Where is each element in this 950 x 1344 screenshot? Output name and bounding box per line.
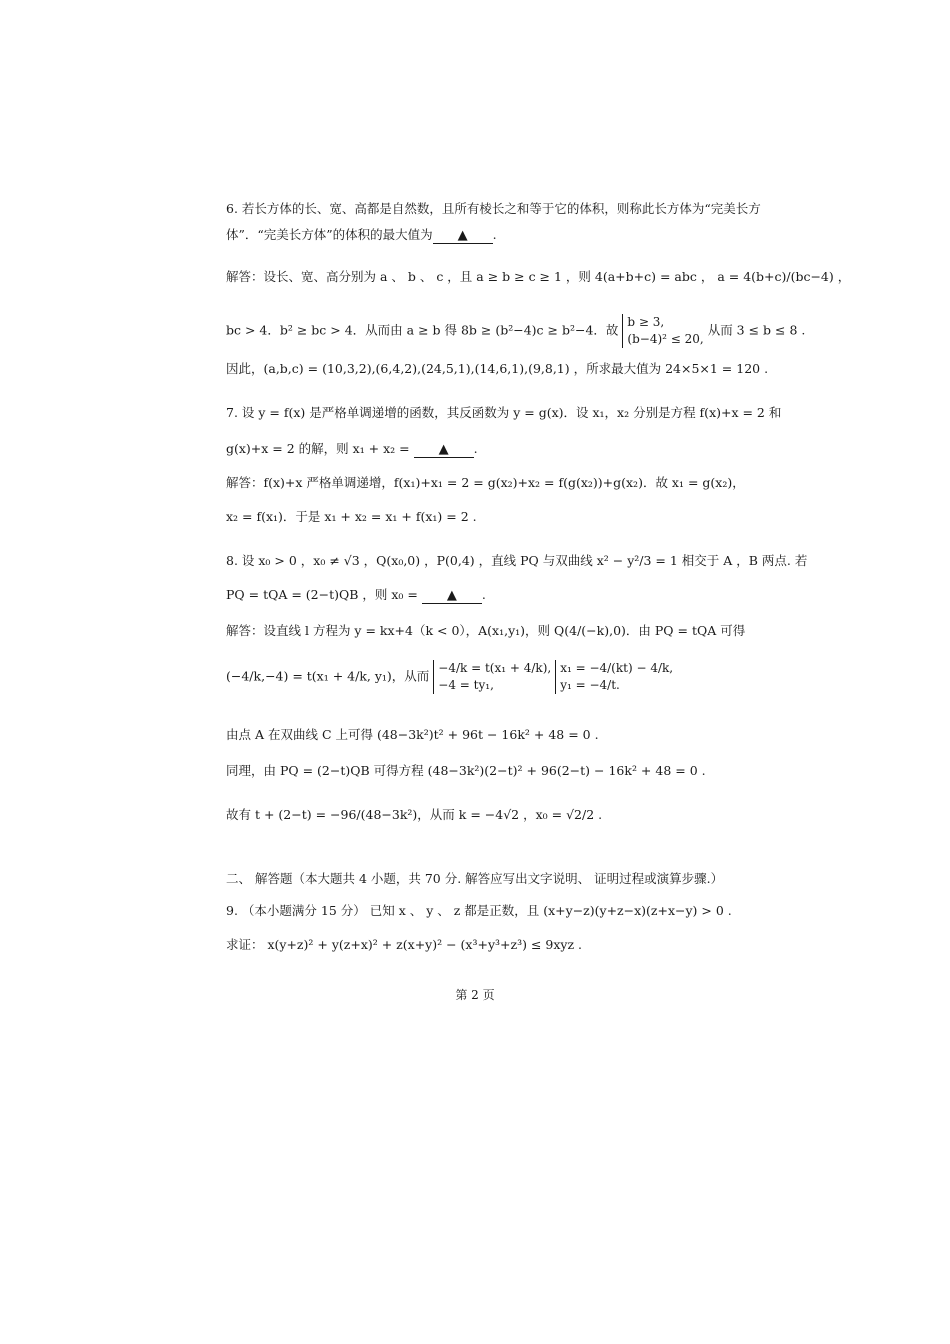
q8-system-left-row-1: −4/k = t(x₁ + 4/k), [438,661,552,675]
q6-solution-line-3: 因此，(a,b,c) = (10,3,2),(6,4,2),(24,5,1),(14,6,1),(9,8,1) ，所求最大值为 24×5×1 = 120 . [226,361,769,376]
q8-system-right-row-2: y₁ = −4/t. [560,678,620,692]
q6-answer-blank: ▲ [433,229,493,244]
q6-stem-line-2 [226,226,726,244]
q6-system-row-1: b ≥ 3, [627,315,665,329]
q9-stem-line-2: 求证： x(y+z)² + y(z+x)² + z(x+y)² − (x³+y³+z³) ≤ 9xyz . [226,937,582,952]
q7-solution-line-1: 解答：f(x)+x 严格单调递增，f(x₁)+x₁ = 2 = g(x₂)+x₂ = f(g(x₂))+g(x₂)．故 x₁ = g(x₂)， [226,475,745,490]
q7-stem-end: . [473,441,478,456]
q8-solution-line-5: 故有 t + (2−t) = −96/(48−3k²)，从而 k = −4√2 ，x₀ = √2/2 . [226,807,603,822]
q6-stem-text: 体”．“完美长方体”的体积的最大值为 [226,227,433,242]
q8-solution-line-1: 解答：设直线 l 方程为 y = kx+4（k < 0），A(x₁,y₁)，则 Q(4/(−k),0)．由 PQ = tQA 可得 [226,623,746,638]
q8-stem-text: PQ = tQA = (2−t)QB ，则 x₀ = [226,587,418,602]
q6-system-row-2: (b−4)² ≤ 20, [627,332,704,346]
page-number: 第 2 页 [455,988,495,1002]
q7-stem-text: g(x)+x = 2 的解，则 x₁ + x₂ = [226,441,410,456]
q7-answer-blank: ▲ [414,443,474,458]
q8-solution-line-2 [226,660,726,694]
q7-solution-line-2: x₂ = f(x₁)．于是 x₁ + x₂ = x₁ + f(x₁) = 2 . [226,509,477,524]
q6-solution-conclusion: 从而 3 ≤ b ≤ 8 . [707,322,806,338]
q8-solution-line-4: 同理，由 PQ = (2−t)QB 可得方程 (48−3k²)(2−t)² + 96(2−t) − 16k² + 48 = 0 . [226,763,706,778]
q6-solution-line-2 [226,314,806,348]
q8-answer-blank: ▲ [422,589,482,604]
q6-solution-line-1: 解答：设长、宽、高分别为 a 、 b 、 c ，且 a ≥ b ≥ c ≥ 1 ，则 4(a+b+c) = abc ， a = 4(b+c)/(bc−4) ， [226,269,851,284]
q8-system-left [433,660,551,694]
q6-inequality-system [622,314,703,348]
q6-solution-text: bc > 4．b² ≥ bc > 4．从而由 a ≥ b 得 8b ≥ (b²−4)c ≥ b²−4．故 [226,322,619,338]
q8-system-left-row-2: −4 = ty₁, [438,678,494,692]
q8-stem-end: . [481,587,486,602]
q8-stem-line-1: 8. 设 x₀ > 0 ，x₀ ≠ √3 ，Q(x₀,0) ，P(0,4) ，直线 PQ 与双曲线 x² − y²/3 = 1 相交于 A ，B 两点. 若 [226,553,808,568]
q9-stem-line-1: 9. （本小题满分 15 分） 已知 x 、 y 、 z 都是正数，且 (x+y−z)(y+z−x)(z+x−y) > 0 . [226,903,732,918]
q7-stem-line-2 [226,440,726,458]
q8-system-right [555,660,673,694]
q8-stem-line-2 [226,586,726,604]
q6-stem-line-1: 6. 若长方体的长、宽、高都是自然数，且所有棱长之和等于它的体积，则称此长方体为“完美长方 [226,201,761,216]
section-2-title: 二、 解答题（本大题共 4 小题，共 70 分. 解答应写出文字说明、 证明过程或演算步骤.） [226,871,724,886]
q8-system-right-row-1: x₁ = −4/(kt) − 4/k, [560,661,674,675]
q6-stem-end: . [492,227,497,242]
q7-stem-line-1: 7. 设 y = f(x) 是严格单调递增的函数，其反函数为 y = g(x)．设 x₁，x₂ 分别是方程 f(x)+x = 2 和 [226,405,782,420]
q8-solution-line-3: 由点 A 在双曲线 C 上可得 (48−3k²)t² + 96t − 16k² + 48 = 0 . [226,727,599,742]
q8-solution-text: (−4/k,−4) = t(x₁ + 4/k, y₁)，从而 [226,668,430,684]
